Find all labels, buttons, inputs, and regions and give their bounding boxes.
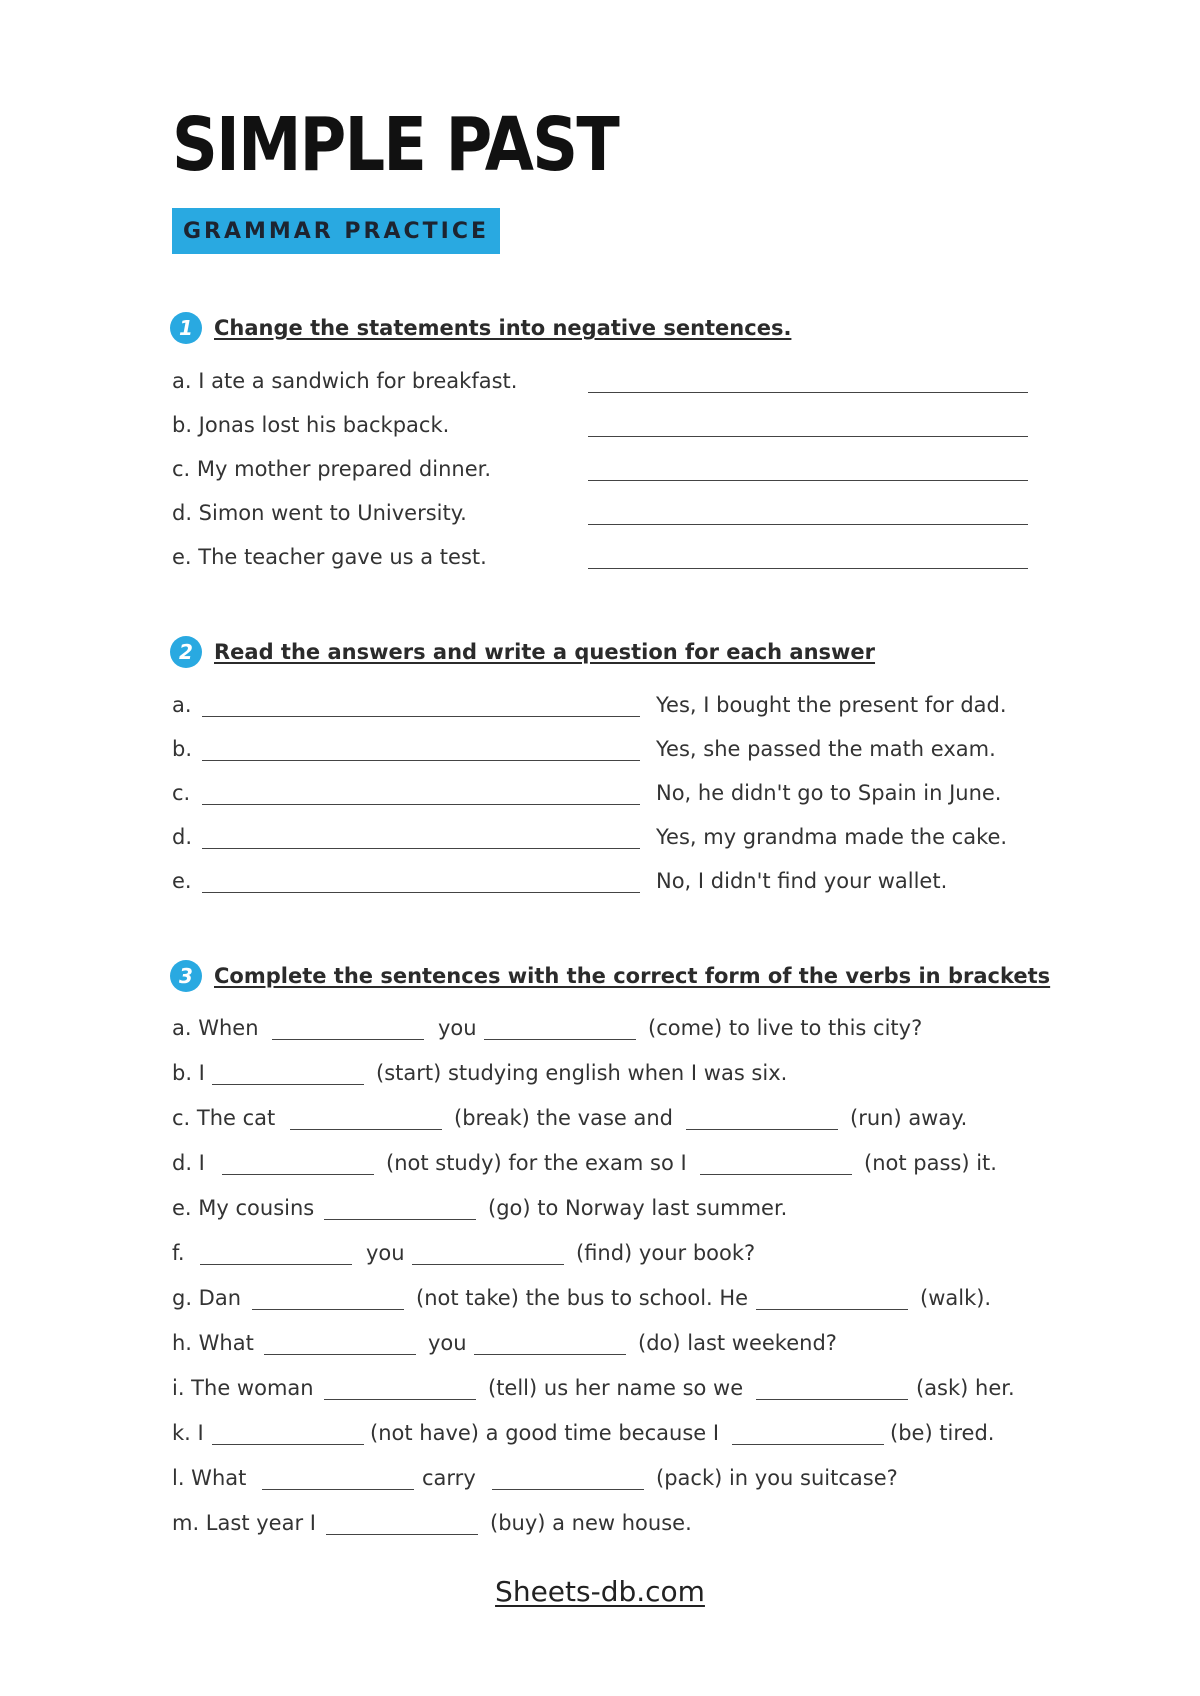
s3-text: (walk). [920,1286,992,1310]
s2-answer: Yes, she passed the math exam. [656,737,996,761]
s1-statement: c. My mother prepared dinner. [172,457,491,481]
s3-text: f. [172,1241,185,1265]
s3-text: (run) away. [850,1106,968,1130]
s3-text: (be) tired. [890,1421,995,1445]
section-1-header [170,312,791,344]
page-title: SIMPLE PAST [172,102,619,188]
s3-item [172,1058,1200,1092]
s3-item [172,1193,1200,1227]
s3-item [172,1373,1200,1407]
s3-text: i. The woman [172,1376,314,1400]
s3-text: (break) the vase and [454,1106,673,1130]
footer-site-link[interactable]: Sheets-db.com [495,1575,705,1608]
s2-item [172,734,1200,768]
blank-line[interactable] [324,1399,476,1400]
s3-item [172,1013,1200,1047]
s1-statement: d. Simon went to University. [172,501,467,525]
blank-line[interactable] [474,1354,626,1355]
question-line[interactable] [202,804,640,805]
s3-text: d. I [172,1151,205,1175]
blank-line[interactable] [212,1444,364,1445]
s2-answer: Yes, my grandma made the cake. [656,825,1008,849]
section-number-badge: 2 [170,636,202,668]
s3-text: (tell) us her name so we [488,1376,744,1400]
s1-item [172,542,1200,576]
s2-letter: b. [172,737,193,761]
answer-line[interactable] [588,436,1028,437]
section-2-header [170,636,875,668]
s2-answer: Yes, I bought the present for dad. [656,693,1007,717]
s3-text: (not study) for the exam so I [386,1151,687,1175]
blank-line[interactable] [700,1174,852,1175]
s3-text: (do) last weekend? [638,1331,837,1355]
s1-item [172,454,1200,488]
s2-letter: c. [172,781,191,805]
s3-item [172,1508,1200,1542]
s3-item [172,1238,1200,1272]
s1-item [172,410,1200,444]
s3-text: (start) studying english when I was six. [376,1061,788,1085]
s2-answer: No, I didn't find your wallet. [656,869,948,893]
s2-item [172,778,1200,812]
blank-line[interactable] [324,1219,476,1220]
blank-line[interactable] [732,1444,884,1445]
blank-line[interactable] [484,1039,636,1040]
section-3-header [170,960,1050,992]
s3-text: (ask) her. [916,1376,1015,1400]
s2-item [172,822,1200,856]
blank-line[interactable] [412,1264,564,1265]
blank-line[interactable] [272,1039,424,1040]
s3-text: you [366,1241,405,1265]
blank-line[interactable] [252,1309,404,1310]
s3-text: carry [422,1466,476,1490]
s3-text: e. My cousins [172,1196,315,1220]
question-line[interactable] [202,716,640,717]
s2-letter: e. [172,869,192,893]
s2-letter: d. [172,825,193,849]
s3-text: a. When [172,1016,259,1040]
s3-text: (go) to Norway last summer. [488,1196,788,1220]
s3-item [172,1418,1200,1452]
s3-item [172,1328,1200,1362]
blank-line[interactable] [326,1534,478,1535]
s1-item [172,498,1200,532]
s3-item [172,1103,1200,1137]
s1-statement: e. The teacher gave us a test. [172,545,487,569]
s1-statement: a. I ate a sandwich for breakfast. [172,369,518,393]
subtitle-banner: GRAMMAR PRACTICE [172,208,500,254]
blank-line[interactable] [212,1084,364,1085]
s3-text: l. What [172,1466,247,1490]
s1-statement: b. Jonas lost his backpack. [172,413,450,437]
s1-item [172,366,1200,400]
s3-text: (pack) in you suitcase? [656,1466,898,1490]
blank-line[interactable] [492,1489,644,1490]
s3-text: m. Last year I [172,1511,316,1535]
section-2-title: Read the answers and write a question for each answer [214,640,876,664]
answer-line[interactable] [588,524,1028,525]
s3-item [172,1463,1200,1497]
s3-text: (not take) the bus to school. He [416,1286,749,1310]
s3-text: g. Dan [172,1286,242,1310]
question-line[interactable] [202,760,640,761]
answer-line[interactable] [588,480,1028,481]
s2-item [172,866,1200,900]
s3-text: (buy) a new house. [490,1511,692,1535]
blank-line[interactable] [222,1174,374,1175]
question-line[interactable] [202,892,640,893]
section-3-title: Complete the sentences with the correct form of the verbs in brackets [214,964,1051,988]
s3-text: h. What [172,1331,254,1355]
s3-text: (come) to live to this city? [648,1016,923,1040]
blank-line[interactable] [756,1309,908,1310]
s3-text: you [438,1016,477,1040]
s3-item [172,1148,1200,1182]
blank-line[interactable] [264,1354,416,1355]
s3-text: you [428,1331,467,1355]
question-line[interactable] [202,848,640,849]
s3-text: b. I [172,1061,205,1085]
s2-answer: No, he didn't go to Spain in June. [656,781,1002,805]
blank-line[interactable] [200,1264,352,1265]
blank-line[interactable] [756,1399,908,1400]
s3-text: (find) your book? [576,1241,756,1265]
s3-text: c. The cat [172,1106,276,1130]
section-number-badge: 1 [170,312,202,344]
answer-line[interactable] [588,392,1028,393]
s3-text: (not pass) it. [864,1151,997,1175]
section-number-badge: 3 [170,960,202,992]
blank-line[interactable] [290,1129,442,1130]
blank-line[interactable] [262,1489,414,1490]
answer-line[interactable] [588,568,1028,569]
blank-line[interactable] [686,1129,838,1130]
s2-letter: a. [172,693,192,717]
section-1-title: Change the statements into negative sentences. [214,316,792,340]
s3-text: k. I [172,1421,204,1445]
s2-item [172,690,1200,724]
s3-item [172,1283,1200,1317]
s3-text: (not have) a good time because I [370,1421,720,1445]
